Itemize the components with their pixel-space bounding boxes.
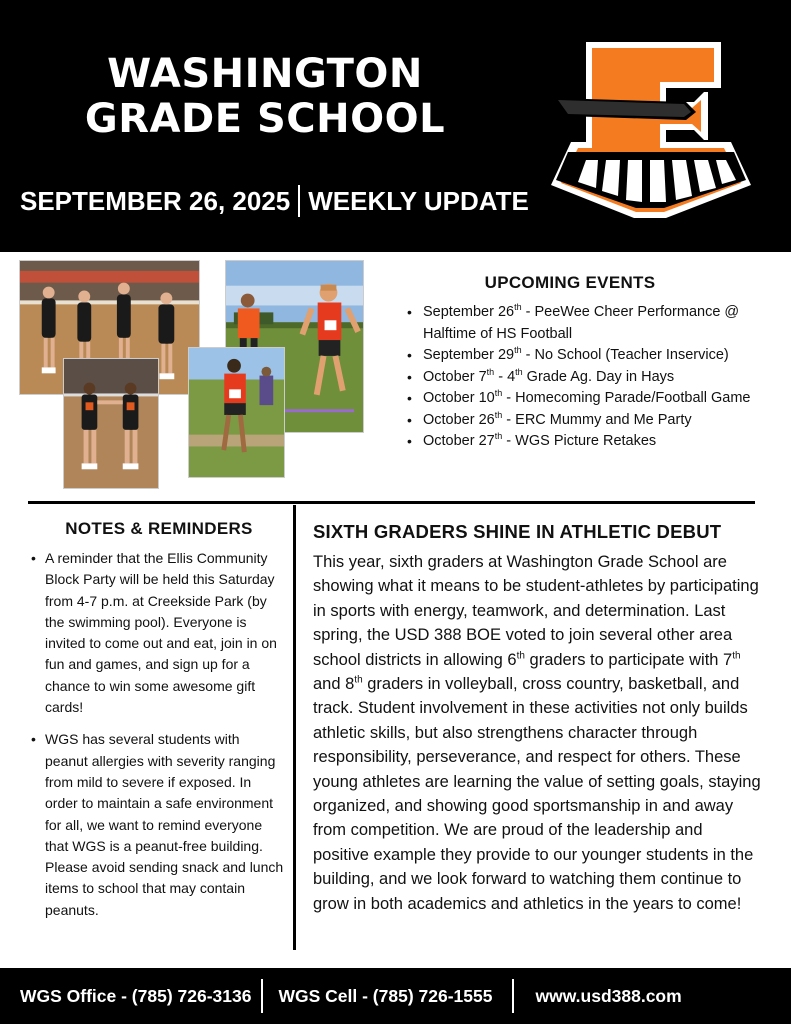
school-e-logo-icon [546,40,756,220]
volleyball-players-photo [63,358,159,489]
issue-subtitle: WEEKLY UPDATE [308,186,529,216]
upcoming-events-list [405,302,760,453]
event-item: • October 7th - 4th Grade Ag. Day in Hays [405,367,760,389]
note-item: • A reminder that the Ellis Community Block Party will be held this Saturday from 4-7 p.m. at Creekside Park (by the swimming pool). Everyone is invited to come out and eat, join in on fun and games, and sign up for a chance to win some awesome gift cards! [30,548,285,718]
event-item: • October 26th - ERC Mummy and Me Party [405,410,760,432]
column-divider [293,505,296,950]
school-title-line1: WASHINGTON [107,51,423,97]
footer-divider [261,979,263,1013]
event-item: • September 26th - PeeWee Cheer Performance @ Halftime of HS Football [405,302,760,345]
section-divider [28,501,755,504]
header-banner [0,0,791,252]
event-item: • September 29th - No School (Teacher Inservice) [405,345,760,367]
cross-country-runner-photo [188,347,285,478]
notes-heading: NOTES & REMINDERS [65,519,253,538]
cell-phone[interactable]: WGS Cell - (785) 726-1555 [278,985,493,1006]
article-body: This year, sixth graders at Washington Grade School are showing what it means to be student-athletes by participating in sports with energy, teamwork, and determination. Last spring, the USD 388 BOE voted to join several other area school districts in allowing 6th graders to participate with 7th and 8th graders in volleyball, cross country, basketball, and track. Student involvement in these activities not only builds athletic skills, but also strengthens character through responsibility, perseverance, and respect for others. These young athletes are learning the value of setting goals, staying organized, and showing good sportsmanship in and away from competition. We are proud of the leadership and positive example they provide to our younger students in the building, and we look forward to watching them continue to grow in both academics and athletics in the years to come! [313,553,761,913]
article-heading: SIXTH GRADERS SHINE IN ATHLETIC DEBUT [313,521,722,542]
note-item: • WGS has several students with peanut allergies with severity ranging from mild to severe if exposed. In order to maintain a safe environment for all, we want to remind everyone that WGS is a peanut-free building. Please avoid sending snack and lunch items to school that may contain peanuts. [30,729,285,921]
event-item: • October 27th - WGS Picture Retakes [405,431,760,453]
office-phone[interactable]: WGS Office - (785) 726-3136 [20,985,252,1006]
school-title [60,52,470,142]
issue-date-line [20,184,529,218]
event-item: • October 10th - Homecoming Parade/Football Game [405,388,760,410]
footer-divider [512,979,514,1013]
school-title-line2: GRADE SCHOOL [84,96,446,142]
issue-date: SEPTEMBER 26, 2025 [20,186,291,216]
website-link[interactable]: www.usd388.com [535,985,682,1006]
footer-bar [0,968,791,1024]
notes-list [30,548,285,932]
upcoming-events-heading: UPCOMING EVENTS [484,273,656,292]
title-divider [298,185,300,217]
